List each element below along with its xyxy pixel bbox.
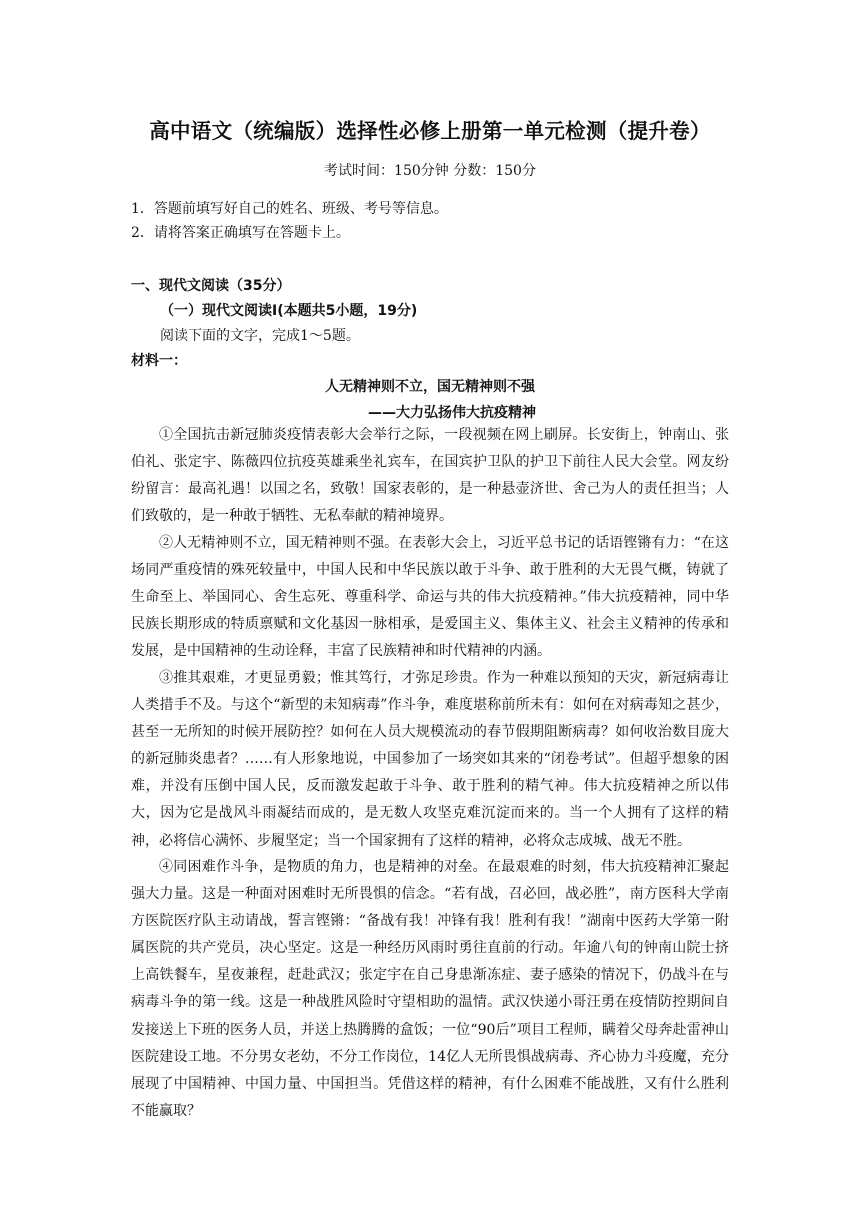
article-paragraph-2: ②人无精神则不立，国无精神则不强。在表彰大会上，习近平总书记的话语铿锵有力：“在这场同严重疫情的殊死较量中，中国人民和中华民族以敢于斗争、敢于胜利的大无畏气概，铸就了生命至上、举国同心、舍生忘死、尊重科学、命运与共的伟大抗疫精神。”伟大抗疫精神，同中华民族长期形成的特质禀赋和文化基因一脉相承，是爱国主义、集体主义、社会主义精神的传承和发展，是中国精神的生动诠释，丰富了民族精神和时代精神的内涵。 <box>131 535 729 660</box>
section-subheading: （一）现代文阅读Ⅰ(本题共5小题，19分) <box>160 303 418 319</box>
article-paragraph-4: ④同困难作斗争，是物质的角力，也是精神的对垒。在最艰难的时刻，伟大抗疫精神汇聚起强大力量。这是一种面对困难时无所畏惧的信念。“若有战，召必回，战必胜”，南方医科大学南方医院医疗队主动请战，誓言铿锵：“备战有我！冲锋有我！胜利有我！”湖南中医药大学第一附属医院的共产党员，决心坚定。这是一种经历风雨时勇往直前的行动。年逾八旬的钟南山院士挤上高铁餐车，星夜兼程，赶赴武汉；张定宇在自己身患渐冻症、妻子感染的情况下，仍战斗在与病毒斗争的第一线。这是一种战胜风险时守望相助的温情。武汉快递小哥汪勇在疫情防控期间自发接送上下班的医务人员，并送上热腾腾的盒饭；一位“90后”项目工程师，瞒着父母奔赴雷神山医院建设工地。不分男女老幼，不分工作岗位，14亿人无所畏惧战病毒、齐心协力斗疫魔，充分展现了中国精神、中国力量、中国担当。凭借这样的精神，有什么困难不能战胜，又有什么胜利不能赢取？ <box>131 859 729 1119</box>
exam-time-score: 考试时间：150分钟 分数：150分 <box>324 163 536 179</box>
article-paragraph-3: ③推其艰难，才更显勇毅；惟其笃行，才弥足珍贵。作为一种难以预知的天灾，新冠病毒让人类措手不及。与这个“新型的未知病毒”作斗争，难度堪称前所未有：如何在对病毒知之甚少，甚至一无所知的时候开展防控？如何在人员大规模流动的春节假期阻断病毒？如何收治数目庞大的新冠肺炎患者？……有人形象地说，中国参加了一场突如其来的“闭卷考试”。但超乎想象的困难，并没有压倒中国人民，反而激发起敢于斗争、敢于胜利的精气神。伟大抗疫精神之所以伟大，因为它是战风斗雨凝结而成的，是无数人攻坚克难沉淀而来的。当一个人拥有了这样的精神，必将信心满怀、步履坚定；当一个国家拥有了这样的精神，必将众志成城、战无不胜。 <box>131 670 729 849</box>
instruction-2: 2．请将答案正确填写在答题卡上。 <box>131 225 350 241</box>
section-heading: 一、现代文阅读（35分） <box>131 278 291 294</box>
article-subtitle: ——大力弘扬伟大抗疫精神 <box>368 405 536 421</box>
material-label: 材料一： <box>131 353 187 369</box>
article-paragraph-1: ①全国抗击新冠肺炎疫情表彰大会举行之际，一段视频在网上刷屏。长安街上，钟南山、张伯礼、张定宇、陈薇四位抗疫英雄乘坐礼宾车，在国宾护卫队的护卫下前往人民大会堂。网友纷纷留言：最高礼遇！以国之名，致敬！国家表彰的，是一种悬壶济世、舍己为人的责任担当；人们致敬的，是一种敢于牺牲、无私奉献的精神境界。 <box>131 427 729 525</box>
exam-title: 高中语文（统编版）选择性必修上册第一单元检测（提升卷） <box>149 119 711 143</box>
article-title: 人无精神则不立，国无精神则不强 <box>325 379 535 395</box>
instruction-1: 1．答题前填写好自己的姓名、班级、考号等信息。 <box>131 201 448 217</box>
reading-prompt: 阅读下面的文字，完成1～5题。 <box>160 328 360 344</box>
